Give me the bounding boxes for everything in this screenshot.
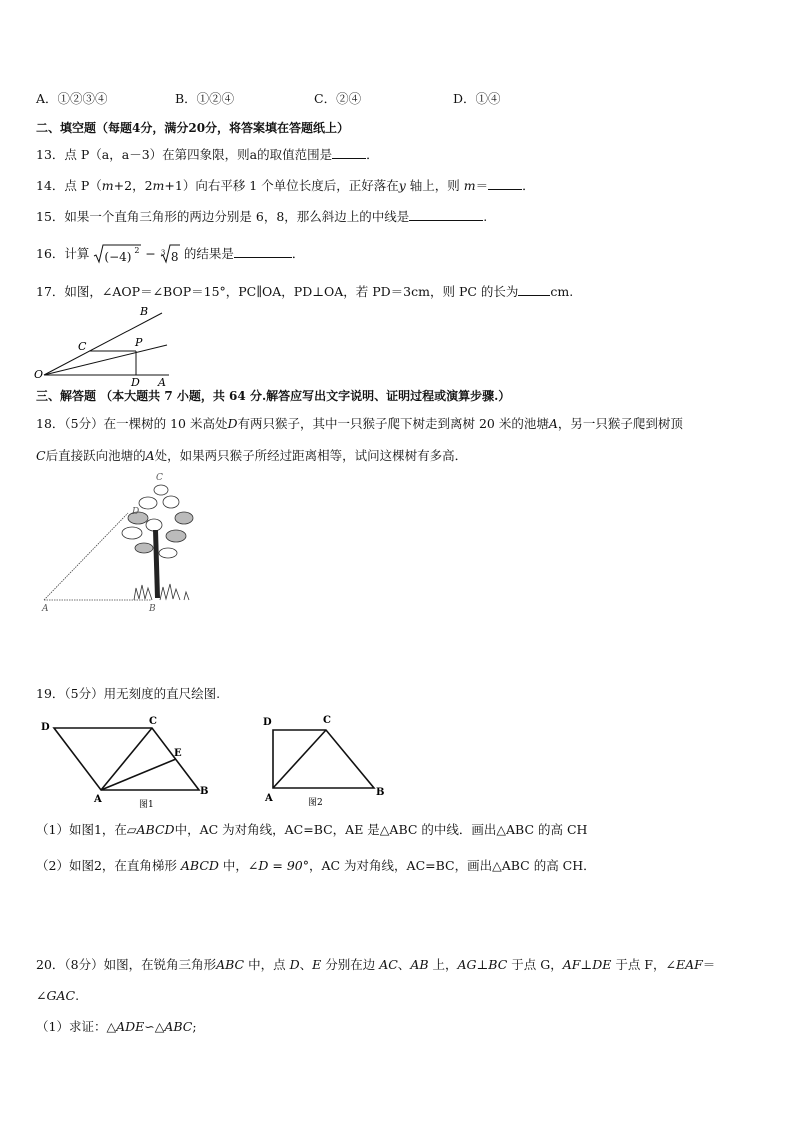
answer-blank	[488, 177, 522, 190]
question-16-text: 的结果是	[183, 246, 234, 261]
ray-op	[44, 345, 167, 375]
question-20-part-1	[36, 1019, 197, 1035]
unit: cm.	[550, 284, 574, 299]
section-heading-solutions: 三、解答题 （本大题共 7 小题，共 64 分.解答应写出文字说明、证明过程或演算步骤.）	[36, 389, 511, 403]
label-d: D	[263, 717, 272, 728]
question-14-text: +1）向右平移 1 个单位长度后，正好落在	[164, 178, 399, 193]
question-14-text: ＝	[475, 178, 489, 193]
option-b: B．①②④	[175, 91, 235, 106]
question-15-text: 15．如果一个直角三角形的两边分别是 6，8，那么斜边上的中线是	[36, 209, 410, 224]
ray-ob	[44, 313, 162, 375]
equals-sign: ＝	[702, 957, 716, 972]
question-14-text: +2，2	[113, 178, 153, 193]
question-20-text: 于点 G，	[507, 957, 563, 972]
label-a: A	[265, 793, 273, 804]
segment-af: AF	[562, 957, 581, 972]
diagonal-ac	[273, 730, 326, 788]
perpendicular-symbol: ⊥	[580, 957, 593, 972]
question-18-text: 处，如果两只猴子所经过距离相等，试问这棵树有多高．	[154, 448, 468, 463]
figure-name: ABCD	[180, 858, 219, 873]
figure-caption: 图2	[308, 798, 323, 808]
var-e: E	[312, 957, 322, 972]
question-20-text: 中，点	[244, 957, 290, 972]
option-c: C．②④	[314, 91, 362, 106]
label-b: B	[376, 787, 385, 798]
angle-gac: ∠GAC	[36, 988, 76, 1003]
label-o: O	[34, 368, 44, 381]
label-c: C	[156, 473, 163, 483]
var-y: y	[398, 178, 406, 193]
var-c: C	[36, 448, 46, 463]
question-19-2-text: 中，	[218, 858, 248, 873]
var-a: A	[145, 448, 155, 463]
period: ．	[522, 178, 535, 193]
question-20-line-1	[36, 957, 715, 973]
semicolon: ;	[192, 1019, 197, 1034]
label-b: B	[200, 786, 209, 797]
question-14-text: 14．点 P（	[36, 178, 102, 193]
question-16	[36, 245, 304, 263]
question-18-text: 有两只猴子，其中一只猴子爬下树走到离树 20 米的池塘	[237, 416, 549, 431]
parallelogram-symbol: ▱	[126, 822, 137, 837]
grass	[134, 584, 189, 600]
label-b: B	[140, 305, 149, 318]
tree-trunk	[153, 530, 160, 598]
question-19-part-2	[36, 858, 596, 874]
question-20-text: 于点 F，	[611, 957, 666, 972]
segment-bc: BC	[488, 957, 508, 972]
question-18-text: 后直接跃向池塘的	[45, 448, 146, 463]
triangle-ade: △ADE	[106, 1019, 145, 1034]
segment-de: DE	[592, 957, 612, 972]
period: ．	[366, 147, 379, 162]
question-19-2-text: （2）如图2，在直角梯形	[36, 858, 181, 873]
period: .	[483, 209, 488, 224]
median-ae	[101, 759, 176, 790]
period: ．	[291, 246, 305, 261]
question-20-text: 上，	[428, 957, 458, 972]
angle-condition: ∠D = 90°	[247, 858, 309, 873]
label-e: E	[174, 748, 182, 759]
label-c: C	[78, 340, 87, 353]
figure-name: ABCD	[136, 822, 175, 837]
triangle-name: ABC	[216, 957, 245, 972]
figure-caption: 图1	[139, 800, 154, 810]
question-20-text: 20．（8分）如图，在锐角三角形	[36, 957, 217, 972]
radicand: 8	[170, 249, 179, 264]
var-a: A	[548, 416, 558, 431]
question-18-line-2	[36, 448, 467, 464]
question-18-line-1	[36, 416, 683, 432]
question-19-1-text: （1）如图1，在	[36, 822, 127, 837]
triangle-abc: △ABC	[154, 1019, 193, 1034]
cube-root-expression	[160, 247, 180, 263]
question-19-2-text: ，AC 为对角线，AC=BC，画出△ABC 的高 CH．	[308, 858, 596, 873]
figure-19-1	[36, 714, 221, 809]
separator: 、	[397, 957, 411, 972]
radicand: (−4)	[104, 249, 132, 264]
question-17	[36, 283, 573, 300]
question-19-1-text: 中，AC 为对角线，AC=BC，AE 是△ABC 的中线．画出△ABC 的高 CH	[174, 822, 588, 837]
label-d: D	[41, 722, 50, 733]
square-root-expression	[93, 247, 141, 263]
segment-ag: AG	[457, 957, 477, 972]
question-14	[36, 177, 535, 194]
jump-path	[44, 513, 128, 600]
perpendicular-symbol: ⊥	[476, 957, 489, 972]
question-18-text: 18．（5分）在一棵树的 10 米高处	[36, 416, 228, 431]
question-18-text: ，另一只猴子爬到树顶	[557, 416, 683, 431]
figure-17	[34, 305, 174, 389]
label-d: D	[132, 507, 140, 517]
label-b: B	[149, 604, 156, 614]
question-19-part-1	[36, 822, 587, 838]
segment-ac: AC	[379, 957, 398, 972]
var-m: m	[463, 178, 476, 193]
minus-sign: −	[145, 246, 156, 261]
label-p: P	[135, 336, 143, 349]
separator: 、	[299, 957, 313, 972]
option-a: A．①②③④	[36, 91, 108, 106]
period: .	[75, 988, 80, 1003]
var-m: m	[101, 178, 114, 193]
diagonal-ac	[101, 728, 152, 790]
section-heading-fill-in: 二、填空题（每题4分，满分20分，将答案填在答题纸上）	[36, 121, 350, 135]
option-d: D．①④	[453, 91, 501, 106]
angle-eaf: ∠EAF	[665, 957, 703, 972]
label-a: A	[94, 794, 102, 805]
question-20-line-2	[36, 988, 79, 1004]
question-13	[36, 146, 379, 163]
label-a: A	[42, 604, 49, 614]
label-c: C	[149, 716, 157, 727]
answer-blank	[234, 245, 292, 258]
answer-blank	[409, 208, 483, 221]
var-d: D	[227, 416, 238, 431]
question-20-1-text: （1）求证：	[36, 1019, 107, 1034]
var-m: m	[152, 178, 165, 193]
question-16-text: 16．计算	[36, 246, 90, 261]
answer-blank	[332, 146, 366, 159]
label-d: D	[131, 376, 140, 389]
question-19: 19．（5分）用无刻度的直尺绘图.	[36, 686, 221, 701]
label-c: C	[323, 715, 331, 726]
question-14-text: 轴上，则	[405, 178, 464, 193]
question-20-text: 分别在边	[321, 957, 380, 972]
figure-18-tree	[36, 470, 206, 615]
figure-19-2	[262, 714, 397, 809]
var-d: D	[289, 957, 300, 972]
segment-ab: AB	[410, 957, 429, 972]
label-a: A	[158, 376, 166, 389]
answer-blank	[518, 283, 550, 296]
question-13-text: 13．点 P（a，a－3）在第四象限，则a的取值范围是	[36, 147, 333, 162]
root-index: 3	[160, 248, 166, 257]
exponent: 2	[134, 245, 140, 255]
question-15	[36, 208, 487, 225]
right-trapezoid-abcd	[273, 730, 374, 788]
question-17-text: 17．如图，∠AOP＝∠BOP＝15°，PC∥OA，PD⊥OA，若 PD＝3cm，则 PC 的长为	[36, 284, 519, 299]
similar-symbol: ∽	[144, 1019, 155, 1034]
